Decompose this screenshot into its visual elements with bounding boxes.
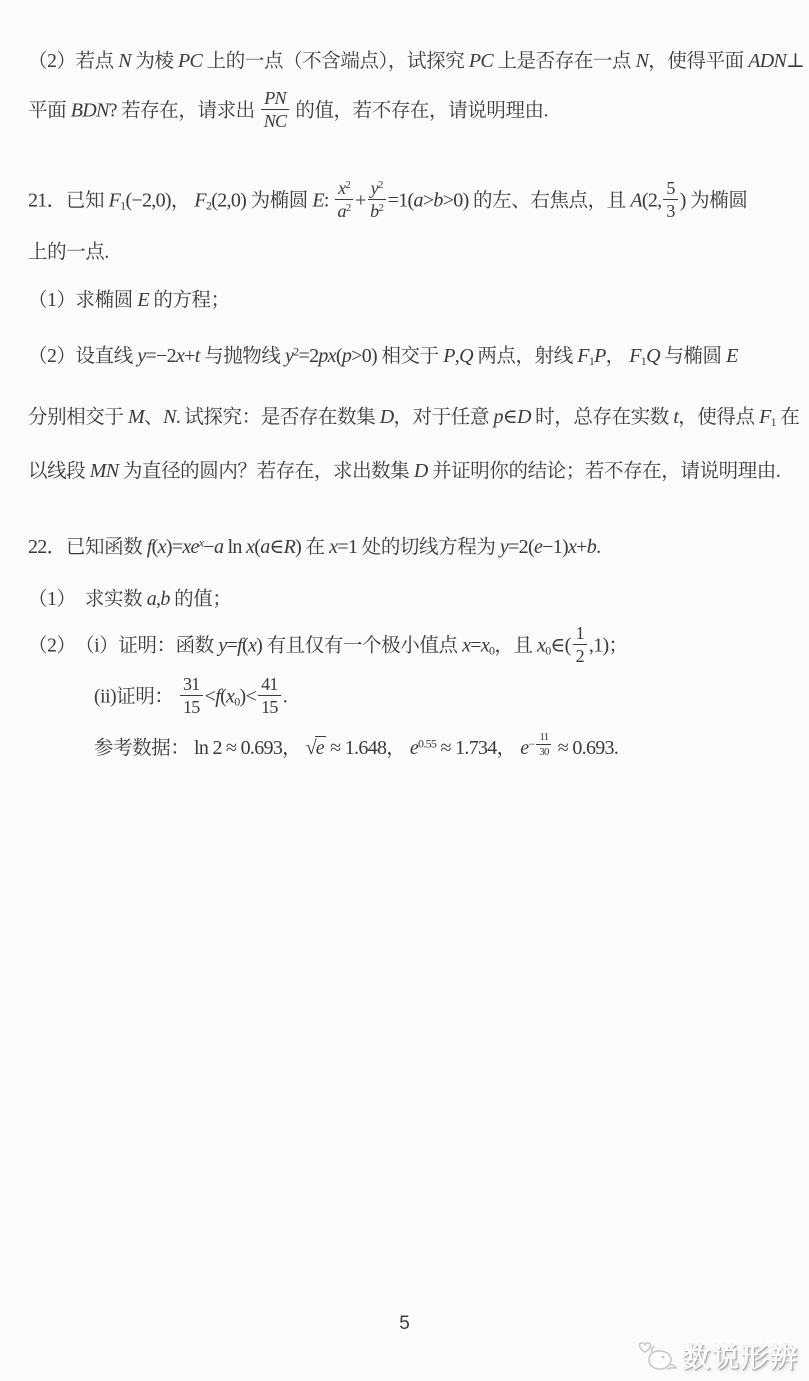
math-roman-text: ≈ 1.734	[436, 737, 497, 760]
math-roman-text: <	[204, 685, 216, 708]
cjk-text: 时，总存在实数	[530, 406, 674, 428]
math-roman-text: 1	[575, 622, 584, 643]
math-italic-text: e	[409, 737, 419, 760]
math-italic-text: y	[499, 536, 509, 559]
math-roman-text: 0	[234, 694, 240, 709]
math-italic-text: ADN	[748, 50, 787, 72]
math-italic-text: y	[137, 345, 146, 368]
math-roman-text: (−2,0)	[125, 188, 171, 211]
math-roman-text: (	[151, 536, 158, 559]
cjk-text: ，	[170, 189, 195, 211]
fraction-numerator	[258, 674, 281, 696]
fraction	[261, 88, 289, 131]
watermark	[636, 1336, 799, 1375]
superscript	[378, 179, 383, 191]
math-italic-text: N	[163, 405, 176, 428]
cjk-text: 若存在，请求出	[121, 100, 260, 122]
math-roman-text: 21．	[28, 188, 66, 211]
watermark-whale-logo-icon	[636, 1339, 678, 1373]
cjk-text: 的方程；	[148, 290, 230, 312]
cjk-text: 为棱	[130, 51, 179, 72]
math-roman-text: ,1)	[588, 633, 609, 656]
math-roman-text: 0	[545, 642, 551, 657]
math-italic-text: x	[246, 536, 255, 559]
math-italic-text: y	[284, 345, 294, 368]
math-italic-text: a	[213, 536, 224, 559]
math-roman-text: .	[175, 405, 185, 428]
cjk-text: ，且	[494, 634, 538, 656]
fraction	[335, 178, 353, 221]
math-italic-text: D	[413, 459, 428, 482]
cjk-text: ；	[608, 634, 628, 656]
cjk-text: 的值；	[169, 589, 232, 611]
math-roman-text: 11	[539, 731, 549, 744]
math-italic-text: y	[218, 633, 227, 656]
question22-part2-proof1	[28, 622, 785, 668]
math-italic-text: N	[635, 50, 649, 72]
math-roman-text: )	[256, 633, 263, 656]
cjk-text: 处的切线方程为	[357, 537, 500, 559]
math-italic-text: E	[137, 289, 149, 312]
cjk-text: （2） （i）证明：函数	[28, 634, 219, 656]
fraction-denominator	[663, 200, 677, 221]
math-italic-text: x	[567, 536, 577, 559]
math-italic-text: F	[577, 345, 589, 368]
math-italic-text: PC	[178, 50, 203, 72]
math-roman-text: ln 2 ≈ 0.693	[193, 737, 283, 760]
radical-sign: √	[305, 737, 317, 760]
math-roman-text: +	[355, 188, 366, 211]
math-roman-text: ,	[156, 588, 161, 611]
math-italic-text: p	[493, 405, 503, 428]
question22-part1	[28, 584, 785, 614]
math-roman-text: 2	[377, 178, 383, 191]
math-roman-text: 2	[378, 201, 384, 214]
math-roman-text: −1)	[542, 536, 568, 559]
math-italic-text: x	[480, 633, 490, 656]
math-roman-text: 2	[345, 178, 351, 191]
cjk-text: 参考数据：	[94, 738, 194, 760]
math-italic-text: x	[537, 633, 546, 656]
cjk-text: （1） 求实数	[28, 589, 147, 611]
math-italic-text: a	[146, 588, 156, 611]
cjk-text: 相交于	[376, 346, 444, 368]
math-italic-text: x	[329, 536, 338, 559]
math-italic-text: Q	[646, 345, 660, 368]
cjk-text: 在	[301, 537, 330, 559]
radicand	[315, 736, 326, 760]
math-roman-text: 1	[588, 354, 595, 369]
cjk-text: 的值，若不存在，请说明理由.	[290, 100, 549, 122]
fraction-denominator	[536, 745, 551, 758]
fraction	[573, 623, 587, 666]
superscript	[378, 202, 383, 214]
math-roman-text: >0)	[442, 188, 469, 211]
math-roman-text: =	[226, 633, 238, 656]
cjk-text: 以线段	[28, 460, 90, 482]
fraction-denominator	[180, 696, 203, 717]
math-italic-text: Q	[459, 345, 473, 368]
math-roman-text: =1	[337, 536, 358, 559]
math-italic-text: F	[759, 405, 771, 428]
cjk-text: ，使得平面	[648, 51, 749, 72]
math-roman-text: =	[470, 633, 481, 656]
math-roman-text: 22．	[28, 536, 66, 559]
math-roman-text: ∈(	[550, 633, 571, 656]
fraction-numerator	[573, 623, 587, 645]
math-italic-text: x	[338, 177, 346, 198]
math-roman-text: ≈ 1.648	[325, 737, 387, 760]
math-roman-text: 1	[640, 354, 647, 369]
math-roman-text: 3	[666, 200, 675, 221]
fraction	[258, 674, 281, 717]
math-italic-text: a	[260, 536, 270, 559]
question20-part2-line2	[28, 90, 785, 133]
superscript	[418, 737, 436, 751]
math-roman-text: 0	[489, 642, 495, 657]
math-roman-text: 2	[575, 645, 584, 666]
page-number: 5	[399, 1313, 410, 1334]
question20-part2-line1	[28, 46, 805, 76]
cjk-text: (ii)证明：	[94, 686, 178, 708]
cjk-text: ，	[282, 738, 306, 760]
math-italic-text: a	[337, 200, 346, 221]
math-italic-text: F	[194, 188, 206, 211]
fraction-numerator	[536, 731, 551, 745]
question21-stem-line1	[28, 177, 785, 223]
cjk-text: 为椭圆	[246, 189, 313, 211]
cjk-text: 上的一点（不含端点），试探究	[202, 51, 469, 72]
math-italic-text: x	[247, 633, 257, 656]
fraction-numerator	[663, 178, 677, 200]
math-roman-text: 41	[261, 673, 278, 694]
math-roman-text: +	[576, 536, 587, 559]
math-italic-text: x	[175, 345, 185, 368]
math-italic-text: D	[379, 405, 394, 428]
math-roman-text: =2	[298, 345, 319, 368]
math-roman-text: ∈	[269, 536, 284, 559]
math-italic-text: b	[370, 200, 379, 221]
cjk-text: 试探究：是否存在数集	[184, 406, 380, 428]
math-roman-text: ∈	[502, 405, 517, 428]
math-roman-text: (2,0)	[211, 188, 247, 211]
math-italic-text: F	[629, 345, 641, 368]
math-italic-text: PC	[468, 50, 493, 72]
math-italic-text: E	[726, 345, 738, 368]
math-roman-text: +	[184, 345, 195, 368]
math-italic-text: P	[443, 345, 455, 368]
math-roman-text: 2	[293, 344, 299, 359]
math-italic-text: e	[533, 536, 543, 559]
fraction-numerator	[335, 178, 353, 200]
math-roman-text: =2(	[508, 536, 534, 559]
math-italic-text: b	[160, 588, 170, 611]
superscript	[528, 731, 553, 759]
math-italic-text: xe	[182, 536, 199, 559]
math-roman-text: 30	[539, 746, 549, 759]
math-roman-text: ln	[223, 536, 247, 559]
math-italic-text: A	[630, 188, 642, 211]
math-roman-text: )	[679, 188, 686, 211]
math-roman-text: ,	[454, 345, 460, 368]
math-roman-text: 15	[183, 697, 200, 718]
math-italic-text: BDN	[70, 99, 109, 122]
math-roman-text: =1(	[387, 188, 414, 211]
math-italic-text: N	[118, 50, 131, 72]
question21-part2-line3	[28, 456, 785, 486]
question21-part2-line1	[28, 341, 785, 371]
fraction-denominator	[368, 200, 386, 221]
math-roman-text: −	[528, 736, 535, 751]
cjk-text: 、	[143, 406, 164, 428]
cjk-text: 与抛物线	[199, 346, 285, 368]
cjk-text: 分别相交于	[28, 406, 128, 428]
math-italic-text: x	[226, 685, 235, 708]
superscript	[345, 179, 350, 191]
question21-stem-line2	[28, 237, 785, 267]
math-roman-text: =−2	[145, 345, 176, 368]
math-roman-text: 2	[205, 197, 212, 212]
fraction	[180, 674, 203, 717]
math-roman-text: ?	[108, 99, 122, 122]
cjk-text: 两点，射线	[472, 346, 578, 368]
fraction	[368, 178, 386, 221]
cjk-text: 为椭圆	[685, 189, 748, 211]
math-roman-text: 0.55	[418, 736, 437, 751]
math-roman-text: )=	[165, 536, 183, 559]
cjk-text: ，	[386, 738, 410, 760]
math-roman-text: 5	[666, 177, 675, 198]
math-roman-text: −	[203, 536, 214, 559]
cjk-text: ，使得点	[678, 406, 760, 428]
math-italic-text: R	[283, 536, 296, 559]
math-italic-text: t	[194, 345, 200, 368]
cjk-text: （2）设直线	[28, 346, 138, 368]
cjk-text: .	[613, 738, 619, 760]
math-italic-text: x	[157, 536, 166, 559]
cjk-text: ，对于任意	[393, 406, 494, 428]
math-roman-text: 2	[345, 201, 351, 214]
question22-reference-data	[28, 731, 785, 763]
watermark-text: 数说形辨	[683, 1343, 799, 1373]
question22-part2-proof2	[28, 673, 785, 719]
math-italic-text: E	[312, 188, 324, 211]
math-italic-text: e	[315, 737, 324, 760]
math-italic-text: P	[594, 345, 606, 368]
cjk-text: 并证明你的结论；若不存在，请说明理由.	[427, 460, 781, 482]
cjk-text: 为直径的圆内？若存在，求出数集	[118, 460, 414, 482]
fraction-numerator	[180, 674, 203, 696]
cjk-text: 上是否存在一点	[492, 51, 636, 72]
cjk-text: （1）求椭圆	[28, 290, 138, 312]
fraction	[536, 731, 551, 758]
math-roman-text: :	[323, 188, 334, 211]
cjk-text: 平面	[28, 100, 71, 122]
cjk-text: ，	[496, 738, 521, 760]
math-roman-text: 15	[261, 697, 278, 718]
fraction-denominator	[573, 645, 587, 666]
fraction-denominator	[261, 110, 289, 131]
fraction-denominator	[258, 696, 281, 717]
math-roman-text: (	[254, 536, 261, 559]
math-italic-text: b	[433, 188, 443, 211]
math-italic-text: F	[108, 188, 121, 211]
math-italic-text: f	[215, 685, 221, 708]
superscript	[346, 202, 351, 214]
math-roman-text: ⊥	[786, 50, 805, 72]
math-italic-text: px	[318, 345, 336, 368]
cjk-text: （2）若点	[28, 51, 119, 72]
math-roman-text: (	[220, 685, 227, 708]
question21-part1	[28, 285, 785, 315]
math-roman-text: >	[422, 188, 434, 211]
cjk-text: 上的一点.	[28, 241, 109, 263]
math-italic-text: x	[198, 535, 204, 550]
math-italic-text: x	[462, 633, 471, 656]
math-roman-text: (	[335, 345, 342, 368]
math-italic-text: b	[586, 536, 597, 559]
math-roman-text: .	[282, 685, 287, 708]
cjk-text: 有且仅有一个极小值点	[262, 634, 463, 656]
math-roman-text: (2,	[641, 188, 662, 211]
fraction-denominator	[335, 200, 353, 221]
math-italic-text: f	[237, 633, 242, 656]
math-italic-text: D	[516, 405, 531, 428]
math-roman-text: 1	[770, 414, 776, 429]
cjk-text: 在	[775, 406, 800, 428]
math-italic-text: f	[146, 536, 152, 559]
fraction-numerator	[261, 88, 289, 110]
math-italic-text: PN	[264, 88, 286, 109]
cjk-text: ，	[605, 346, 630, 368]
math-roman-text: (	[241, 633, 248, 656]
math-roman-text: )	[295, 536, 302, 559]
math-italic-text: e	[520, 737, 529, 760]
math-roman-text: )<	[239, 685, 257, 708]
cjk-text: 与椭圆	[659, 346, 727, 368]
fraction-numerator	[368, 178, 386, 200]
fraction	[663, 178, 677, 221]
math-italic-text: NC	[263, 111, 287, 132]
math-roman-text: 31	[183, 673, 200, 694]
math-roman-text: 1	[120, 197, 126, 212]
cjk-text: 已知函数	[65, 537, 147, 559]
question22-stem	[28, 532, 785, 562]
question21-part2-line2	[28, 402, 800, 432]
cjk-text: 的左、右焦点，且	[468, 189, 631, 211]
cjk-text: 已知	[65, 189, 109, 211]
math-roman-text: >0)	[351, 345, 377, 368]
math-italic-text: y	[370, 177, 378, 198]
math-italic-text: p	[341, 345, 352, 368]
math-roman-text: .	[596, 536, 601, 559]
math-italic-text: t	[673, 405, 679, 428]
math-italic-text: MN	[89, 459, 119, 482]
math-roman-text: ≈ 0.693	[553, 737, 614, 760]
math-italic-text: a	[413, 188, 423, 211]
math-italic-text: M	[127, 405, 144, 428]
